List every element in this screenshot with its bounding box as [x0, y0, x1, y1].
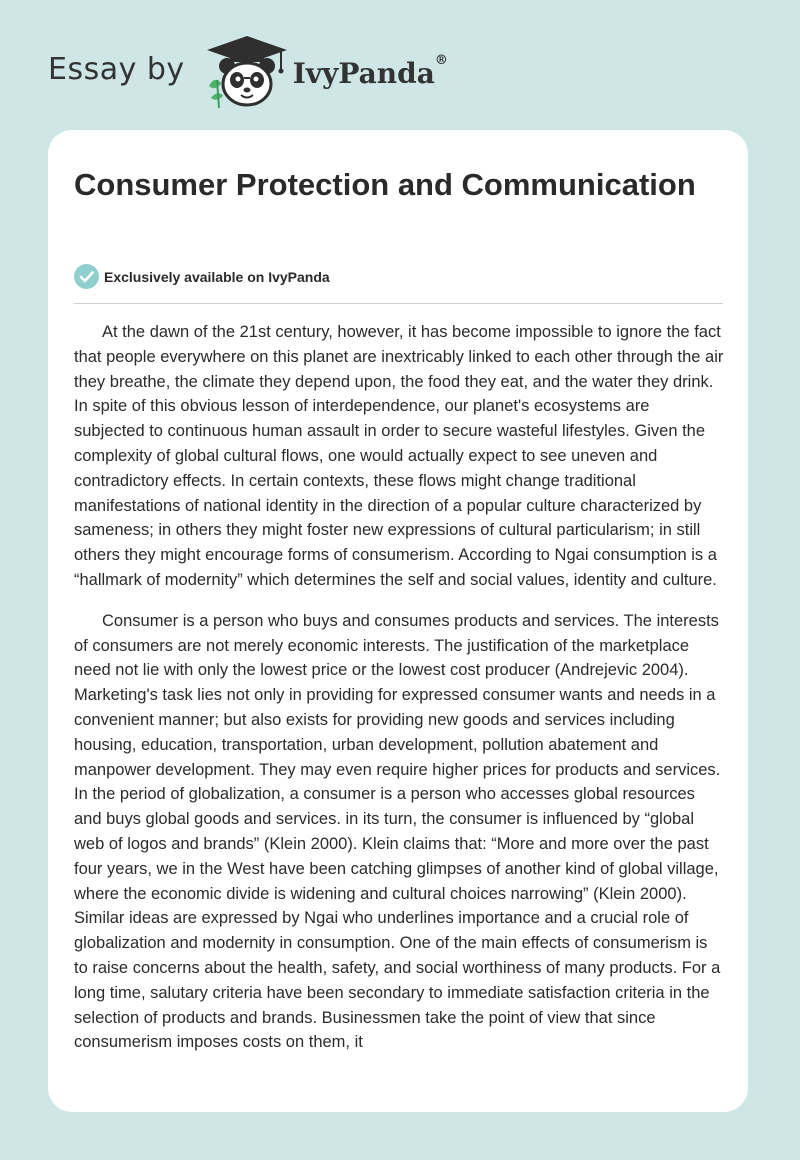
panda-graduate-logo-icon — [203, 34, 291, 110]
brand-name-text: IvyPanda — [292, 56, 435, 90]
essay-paragraph: At the dawn of the 21st century, however, it has become impossible to ignore the fact that people everywhere on this planet are inextricably linked to each other through the air they breathe, the climate they depend upon, the food they eat, and the water they drink. In spite of this obvious lesson of interdependence, our planet's ecosystems are subjected to continuous human assault in order to secure wasteful lifestyles. Given the complexity of global cultural flows, one would actually expect to see uneven and contradictory effects. In certain contexts, these flows might change traditional manifestations of national identity in the direction of a popular culture characterized by sameness; in others they might foster new expressions of cultural particularism; in still others they might encourage forms of consumerism. According to Ngai consumption is a “hallmark of modernity” which determines the self and social values, identity and culture. — [74, 323, 724, 589]
exclusive-badge-text: Exclusively available on IvyPanda — [104, 268, 330, 285]
site-header-brand[interactable] — [48, 34, 448, 110]
check-circle-icon — [74, 264, 99, 289]
essay-paragraph: Consumer is a person who buys and consumes products and services. The interests of consumers are not merely economic interests. The justification of the marketplace need not lie with only the lowest price or the lowest cost producer (Andrejevic 2004). Marketing's task lies not only in providing for expressed consumer wants and needs in a convenient manner; but also exists for providing new goods and services including housing, education, transportation, urban development, pollution abatement and manpower development. They may even require higher prices for products and services. In the period of globalization, a consumer is a person who accesses global resources and buys global goods and services. in its turn, the consumer is influenced by “global web of logos and brands” (Klein 2000). Klein claims that: “More and more over the past four years, we in the West have been catching glimpses of another kind of global village, where the economic divide is widening and cultural choices narrowing” (Klein 2000). Similar ideas are expressed by Ngai who underlines importance and a crucial role of globalization and modernity in consumption. One of the main effects of consumerism is to raise concerns about the health, safety, and social worthiness of many products. For a long time, salutary criteria have been secondary to immediate satisfaction criteria in the selection of products and brands. Businessmen take the point of view that since consumerism imposes costs on them, it — [74, 611, 721, 1052]
brand-name — [292, 52, 448, 90]
essay-title: Consumer Protection and Communication — [74, 167, 696, 202]
essay-card — [48, 130, 748, 1112]
essay-body — [74, 320, 724, 1071]
divider — [74, 303, 723, 304]
essay-by-label: Essay by — [48, 51, 185, 87]
registered-mark: ® — [434, 52, 448, 68]
exclusive-badge — [74, 264, 330, 289]
